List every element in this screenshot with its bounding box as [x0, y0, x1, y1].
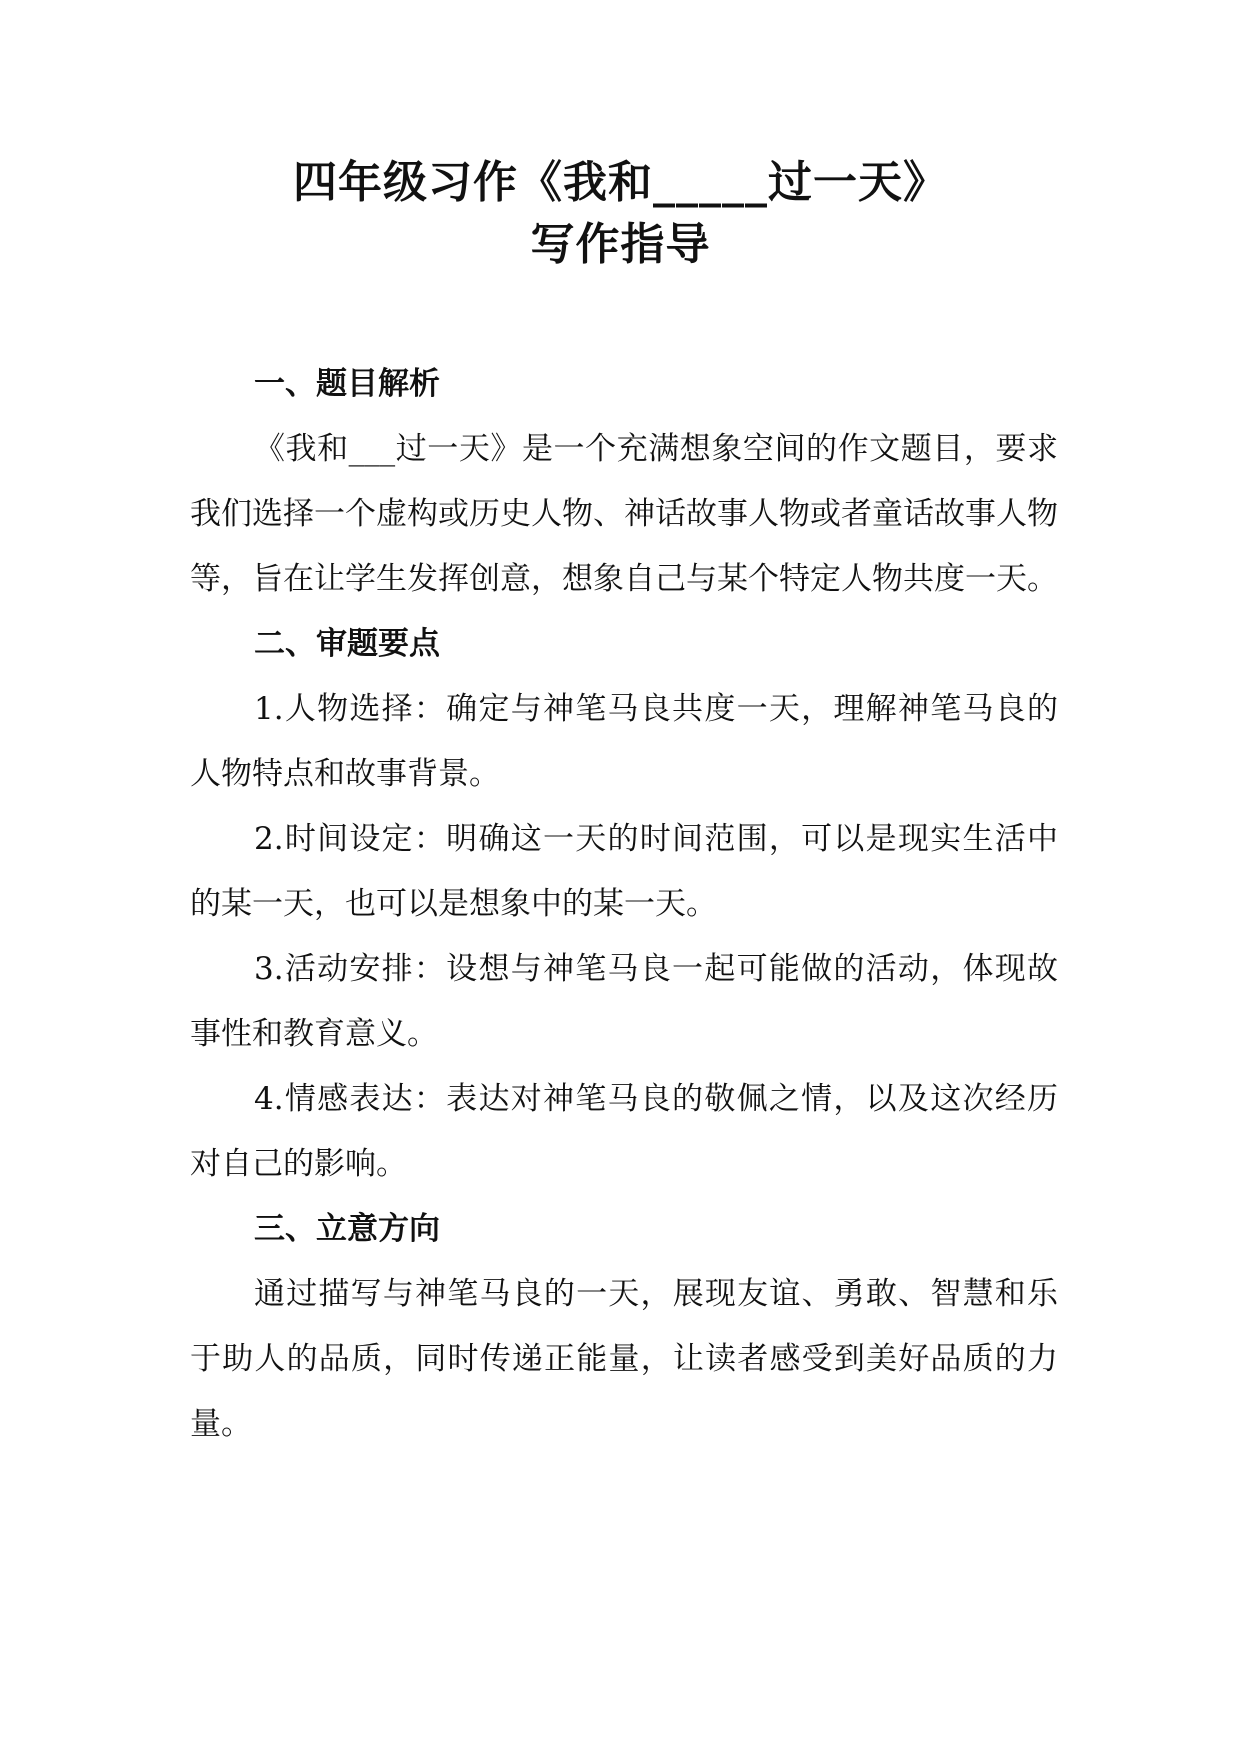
document-body — [190, 352, 1058, 1457]
page-title: 四年级习作《我和_____过一天》 — [293, 157, 948, 208]
page-subtitle: 写作指导 — [530, 219, 711, 270]
section-heading-theme: 三、立意方向 — [254, 1211, 440, 1247]
title-block — [0, 152, 1241, 276]
key-point-emotion: 4.情感表达：表达对神笔马良的敬佩之情，以及这次经历对自己的影响。 — [190, 1081, 1058, 1182]
analysis-paragraph: 《我和___过一天》是一个充满想象空间的作文题目，要求我们选择一个虚构或历史人物、神话故事人物或者童话故事人物等，旨在让学生发挥创意，想象自己与某个特定人物共度一天。 — [190, 431, 1058, 597]
section-heading-key-points: 二、审题要点 — [254, 626, 440, 662]
theme-paragraph: 通过描写与神笔马良的一天，展现友谊、勇敢、智慧和乐于助人的品质，同时传递正能量，让读者感受到美好品质的力量。 — [190, 1276, 1058, 1442]
key-point-activity: 3.活动安排：设想与神笔马良一起可能做的活动，体现故事性和教育意义。 — [190, 951, 1058, 1052]
section-heading-analysis: 一、题目解析 — [254, 366, 440, 402]
key-point-time: 2.时间设定：明确这一天的时间范围，可以是现实生活中的某一天，也可以是想象中的某一天。 — [190, 821, 1058, 922]
key-point-character: 1.人物选择：确定与神笔马良共度一天，理解神笔马良的人物特点和故事背景。 — [190, 691, 1058, 792]
